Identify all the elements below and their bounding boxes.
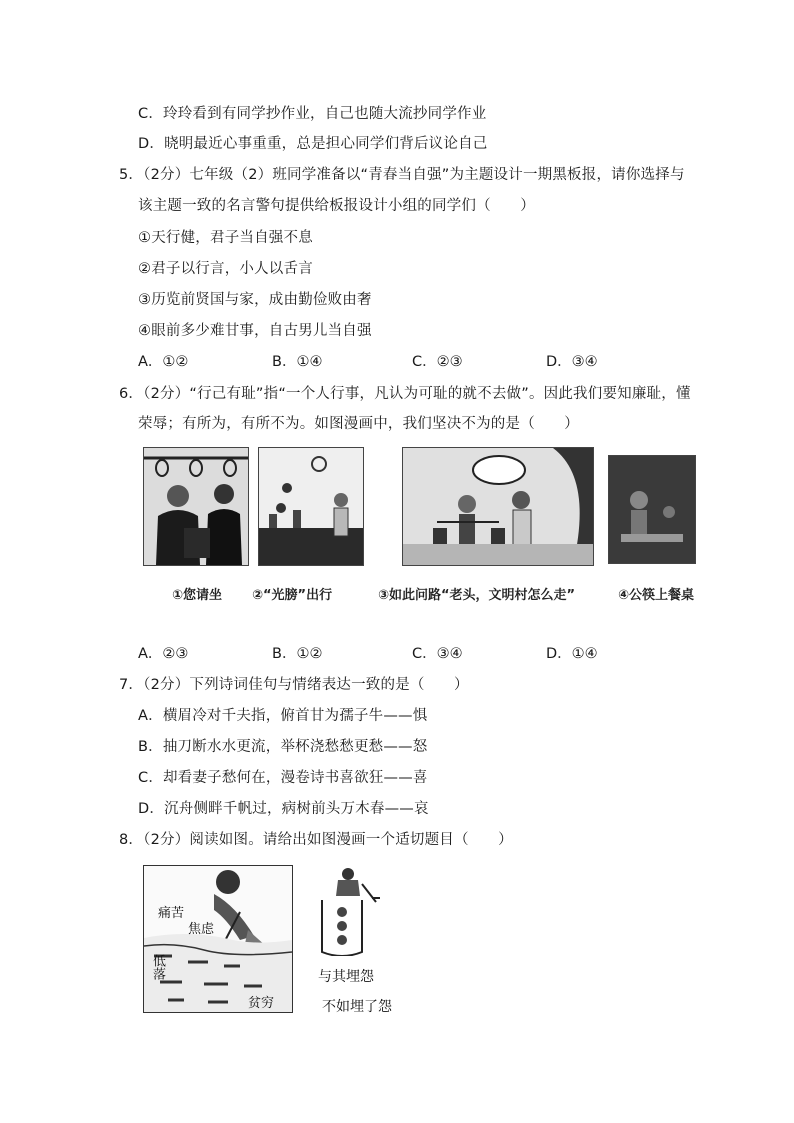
q7-option-a[interactable]: A．横眉冷对千夫指，俯首甘为孺子牛——惧: [138, 708, 428, 724]
burying-worries-illustration: [144, 866, 292, 1012]
cartoon-word-pain: 痛苦: [158, 906, 185, 921]
cartoon-panel-4: [608, 455, 696, 564]
q6-caption-3: ③如此问路“老头，文明村怎么走”: [378, 588, 576, 603]
cartoon-word-anxiety: 焦虑: [188, 922, 215, 937]
cartoon-caption-1: 与其埋怨: [318, 969, 374, 985]
q5-stem-line1: 5．（2分）七年级（2）班同学准备以“青春当自强”为主题设计一期黑板报，请你选择与: [119, 167, 685, 183]
q8-stem: 8．（2分）阅读如图。请给出如图漫画一个适切题目（ ）: [119, 832, 513, 848]
q7-option-d[interactable]: D．沉舟侧畔千帆过，病树前头万木春——哀: [138, 801, 429, 817]
cartoon-caption-2: 不如埋了怨: [322, 999, 392, 1015]
q6-option-d[interactable]: D．①④: [546, 646, 598, 662]
cartoon-panel-3: [402, 447, 594, 566]
q5-item-3: ③历览前贤国与家，成由勤俭败由奢: [138, 292, 372, 308]
q7-option-c[interactable]: C．却看妻子愁何在，漫卷诗书喜欲狂——喜: [138, 770, 428, 786]
q5-stem-line2: 该主题一致的名言警句提供给板报设计小组的同学们（ ）: [138, 198, 535, 214]
q5-option-d[interactable]: D．③④: [546, 354, 598, 370]
q5-item-1: ①天行健，君子当自强不息: [138, 230, 313, 246]
cartoon-panel-1: [143, 447, 249, 566]
option-c: C．玲玲看到有同学抄作业，自己也随大流抄同学作业: [138, 106, 487, 122]
q5-option-b[interactable]: B．①④: [272, 354, 323, 370]
q7-stem: 7．（2分）下列诗词佳句与情绪表达一致的是（ ）: [119, 677, 469, 693]
q7-option-b[interactable]: B．抽刀断水水更流，举杯浇愁愁更愁——怒: [138, 739, 428, 755]
q6-option-b[interactable]: B．①②: [272, 646, 323, 662]
hole-burying-illustration: [314, 866, 404, 956]
option-d: D．晓明最近心事重重，总是担心同学们背后议论自己: [138, 136, 488, 152]
q6-option-a[interactable]: A．②③: [138, 646, 189, 662]
q5-item-2: ②君子以行言，小人以舌言: [138, 261, 313, 277]
cartoon-panel-2: [258, 447, 364, 566]
cartoon-word-poverty: 贫穷: [248, 996, 275, 1011]
q6-caption-1: ①您请坐: [172, 588, 223, 603]
q6-stem-line2: 荣辱；有所为，有所不为。如图漫画中，我们坚决不为的是（ ）: [138, 416, 579, 432]
q8-cartoon-right: [314, 866, 404, 1016]
q5-item-4: ④眼前多少难甘事，自古男儿当自强: [138, 323, 372, 339]
q5-option-c[interactable]: C．②③: [412, 354, 463, 370]
bus-seat-illustration: [144, 448, 248, 565]
cartoon-word-low: 低落: [150, 954, 165, 980]
q6-stem-line1: 6．（2分）“行己有耻”指“一个人行事，凡认为可耻的就不去做”。因此我们要知廉耻，懂: [119, 386, 691, 402]
q8-cartoon-left: [143, 865, 293, 1013]
asking-directions-illustration: [403, 448, 593, 565]
q6-caption-2: ②“光膀”出行: [252, 588, 333, 603]
public-chopsticks-illustration: [609, 456, 695, 563]
q6-option-c[interactable]: C．③④: [412, 646, 463, 662]
q5-option-a[interactable]: A．①②: [138, 354, 189, 370]
q6-caption-4: ④公筷上餐桌: [618, 588, 695, 603]
shirtless-outing-illustration: [259, 448, 363, 565]
